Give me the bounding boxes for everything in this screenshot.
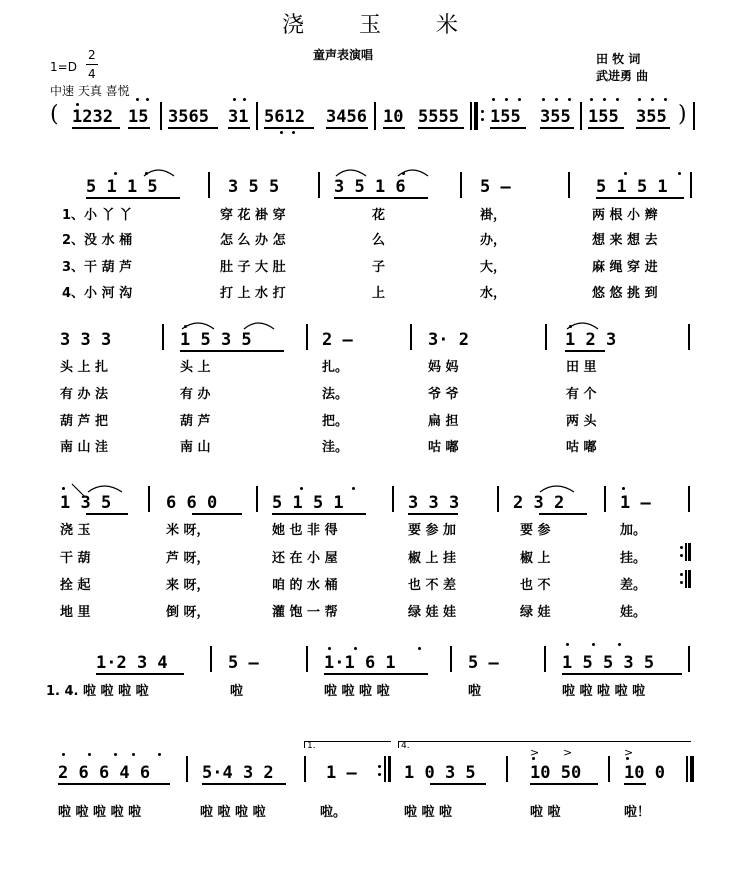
- slur: [398, 170, 428, 176]
- performer-note: 童声表演唱: [313, 48, 374, 62]
- note-group: 5612: [264, 107, 305, 127]
- note-group: 10 50: [530, 763, 582, 783]
- composer-credit: 武进勇 曲: [596, 69, 649, 83]
- note-group: 2 6 6 4 6: [58, 763, 151, 783]
- note-group: 5 1 5 1: [272, 493, 344, 513]
- note-group: 355: [540, 107, 571, 127]
- note-group: 1 5 3 5: [180, 330, 252, 350]
- note-group: 5555: [418, 107, 459, 127]
- note-group: 3 3 3: [60, 330, 112, 350]
- slur: [336, 170, 366, 176]
- note-group: 5 1 5 1: [596, 177, 668, 197]
- lyric-v3: 拴 起 来 呀， 咱 的 水 桶 也 不 差 也 不 差。: [60, 578, 647, 593]
- note-group: 1·1 6 1: [324, 653, 396, 673]
- song-title: 浇 玉 米: [282, 13, 482, 38]
- note-group: 1 0 3 5: [404, 763, 476, 783]
- lyric-v2: 有 办 法 有 办 法。 爷 爷 有 个: [60, 387, 597, 402]
- accent-mark: >: [530, 746, 540, 759]
- lyricist-credit: 田 牧 词: [596, 52, 641, 66]
- slur: [144, 170, 174, 176]
- slur: [540, 486, 574, 492]
- note-group: 1232: [72, 107, 113, 127]
- note-group: 2 3 2: [513, 493, 565, 513]
- note-group: 3565: [168, 107, 209, 127]
- note-group: 155: [588, 107, 619, 127]
- lyric-line: 1. 4. 啦 啦 啦 啦 啦 啦 啦 啦 啦 啦 啦 啦 啦 啦 啦: [46, 684, 646, 699]
- lyric-v4: 南 山 洼 南 山 洼。 咕 嘟 咕 嘟: [60, 440, 597, 455]
- note-group: 3 5 5: [228, 177, 280, 197]
- note-group: 1·2 3 4: [96, 653, 168, 673]
- lyric-v1: 头 上 扎 头 上 扎。 妈 妈 田 里: [60, 360, 597, 375]
- fourth-ending-bracket: 4.: [398, 741, 691, 748]
- lyric-v1: 1、小 丫 丫 穿 花 褂 穿 花 褂， 两 根 小 辫: [62, 208, 658, 223]
- note-group: 1 3 5: [60, 493, 112, 513]
- lyric-v2: 2、没 水 桶 怎 么 办 怎 么 办， 想 来 想 去: [62, 233, 658, 248]
- tempo-marking: 中速 天真 喜悦: [50, 84, 130, 98]
- note-group: 3 5 1 6: [334, 177, 406, 197]
- note-group: 2 –: [322, 330, 353, 350]
- lyric-v4: 4、小 河 沟 打 上 水 打 上 水， 悠 悠 挑 到: [62, 286, 658, 301]
- note-group: 3456: [326, 107, 367, 127]
- time-signature-numerator: 2: [88, 48, 96, 62]
- lyric-v1: 浇 玉 米 呀， 她 也 非 得 要 参 加 要 参 加。: [60, 523, 647, 538]
- slur: [244, 323, 274, 329]
- note-group: 5 –: [228, 653, 259, 673]
- slur: [88, 486, 122, 492]
- lyric-v4: 地 里 倒 呀， 灌 饱 一 帮 绿 娃 娃 绿 娃 娃。: [60, 605, 647, 620]
- lyric-v3: 葫 芦 把 葫 芦 把。 扁 担 两 头: [60, 414, 597, 429]
- first-ending-bracket: 1.: [304, 741, 391, 748]
- key-signature: 1=D: [50, 60, 77, 74]
- note-group: 355: [636, 107, 667, 127]
- accent-mark: >: [563, 746, 573, 759]
- note-group: 1 2 3: [565, 330, 617, 350]
- note-group: 5 –: [480, 177, 511, 197]
- note-group: 1 –: [620, 493, 651, 513]
- note-group: 15: [128, 107, 149, 127]
- accent-mark: >: [624, 746, 634, 759]
- note-group: 1 –: [326, 763, 357, 783]
- note-group: 3· 2: [428, 330, 469, 350]
- note-group: 31: [228, 107, 249, 127]
- time-signature-denominator: 4: [88, 67, 96, 81]
- note-group: 6 6 0: [166, 493, 218, 513]
- slur: [182, 323, 214, 329]
- note-group: 3 3 3: [408, 493, 460, 513]
- lyric-v3: 3、干 葫 芦 肚 子 大 肚 子 大， 麻 绳 穿 进: [62, 260, 658, 275]
- note-group: 5 –: [468, 653, 499, 673]
- note-group: 5 1 1 5: [86, 177, 158, 197]
- note-group: 1 5 5 3 5: [562, 653, 655, 673]
- lyric-line: 啦 啦 啦 啦 啦 啦 啦 啦 啦 啦。 啦 啦 啦 啦 啦 啦！: [58, 805, 651, 820]
- close-paren: ): [678, 102, 687, 127]
- slur: [567, 323, 598, 329]
- note-group: 10 0: [624, 763, 665, 783]
- lyric-v2: 干 葫 芦 呀， 还 在 小 屋 椒 上 挂 椒 上 挂。: [60, 551, 647, 566]
- note-group: 155: [490, 107, 521, 127]
- tie-stroke: [72, 484, 84, 496]
- note-group: 10: [383, 107, 404, 127]
- open-paren: (: [50, 102, 59, 127]
- note-group: 5·4 3 2: [202, 763, 274, 783]
